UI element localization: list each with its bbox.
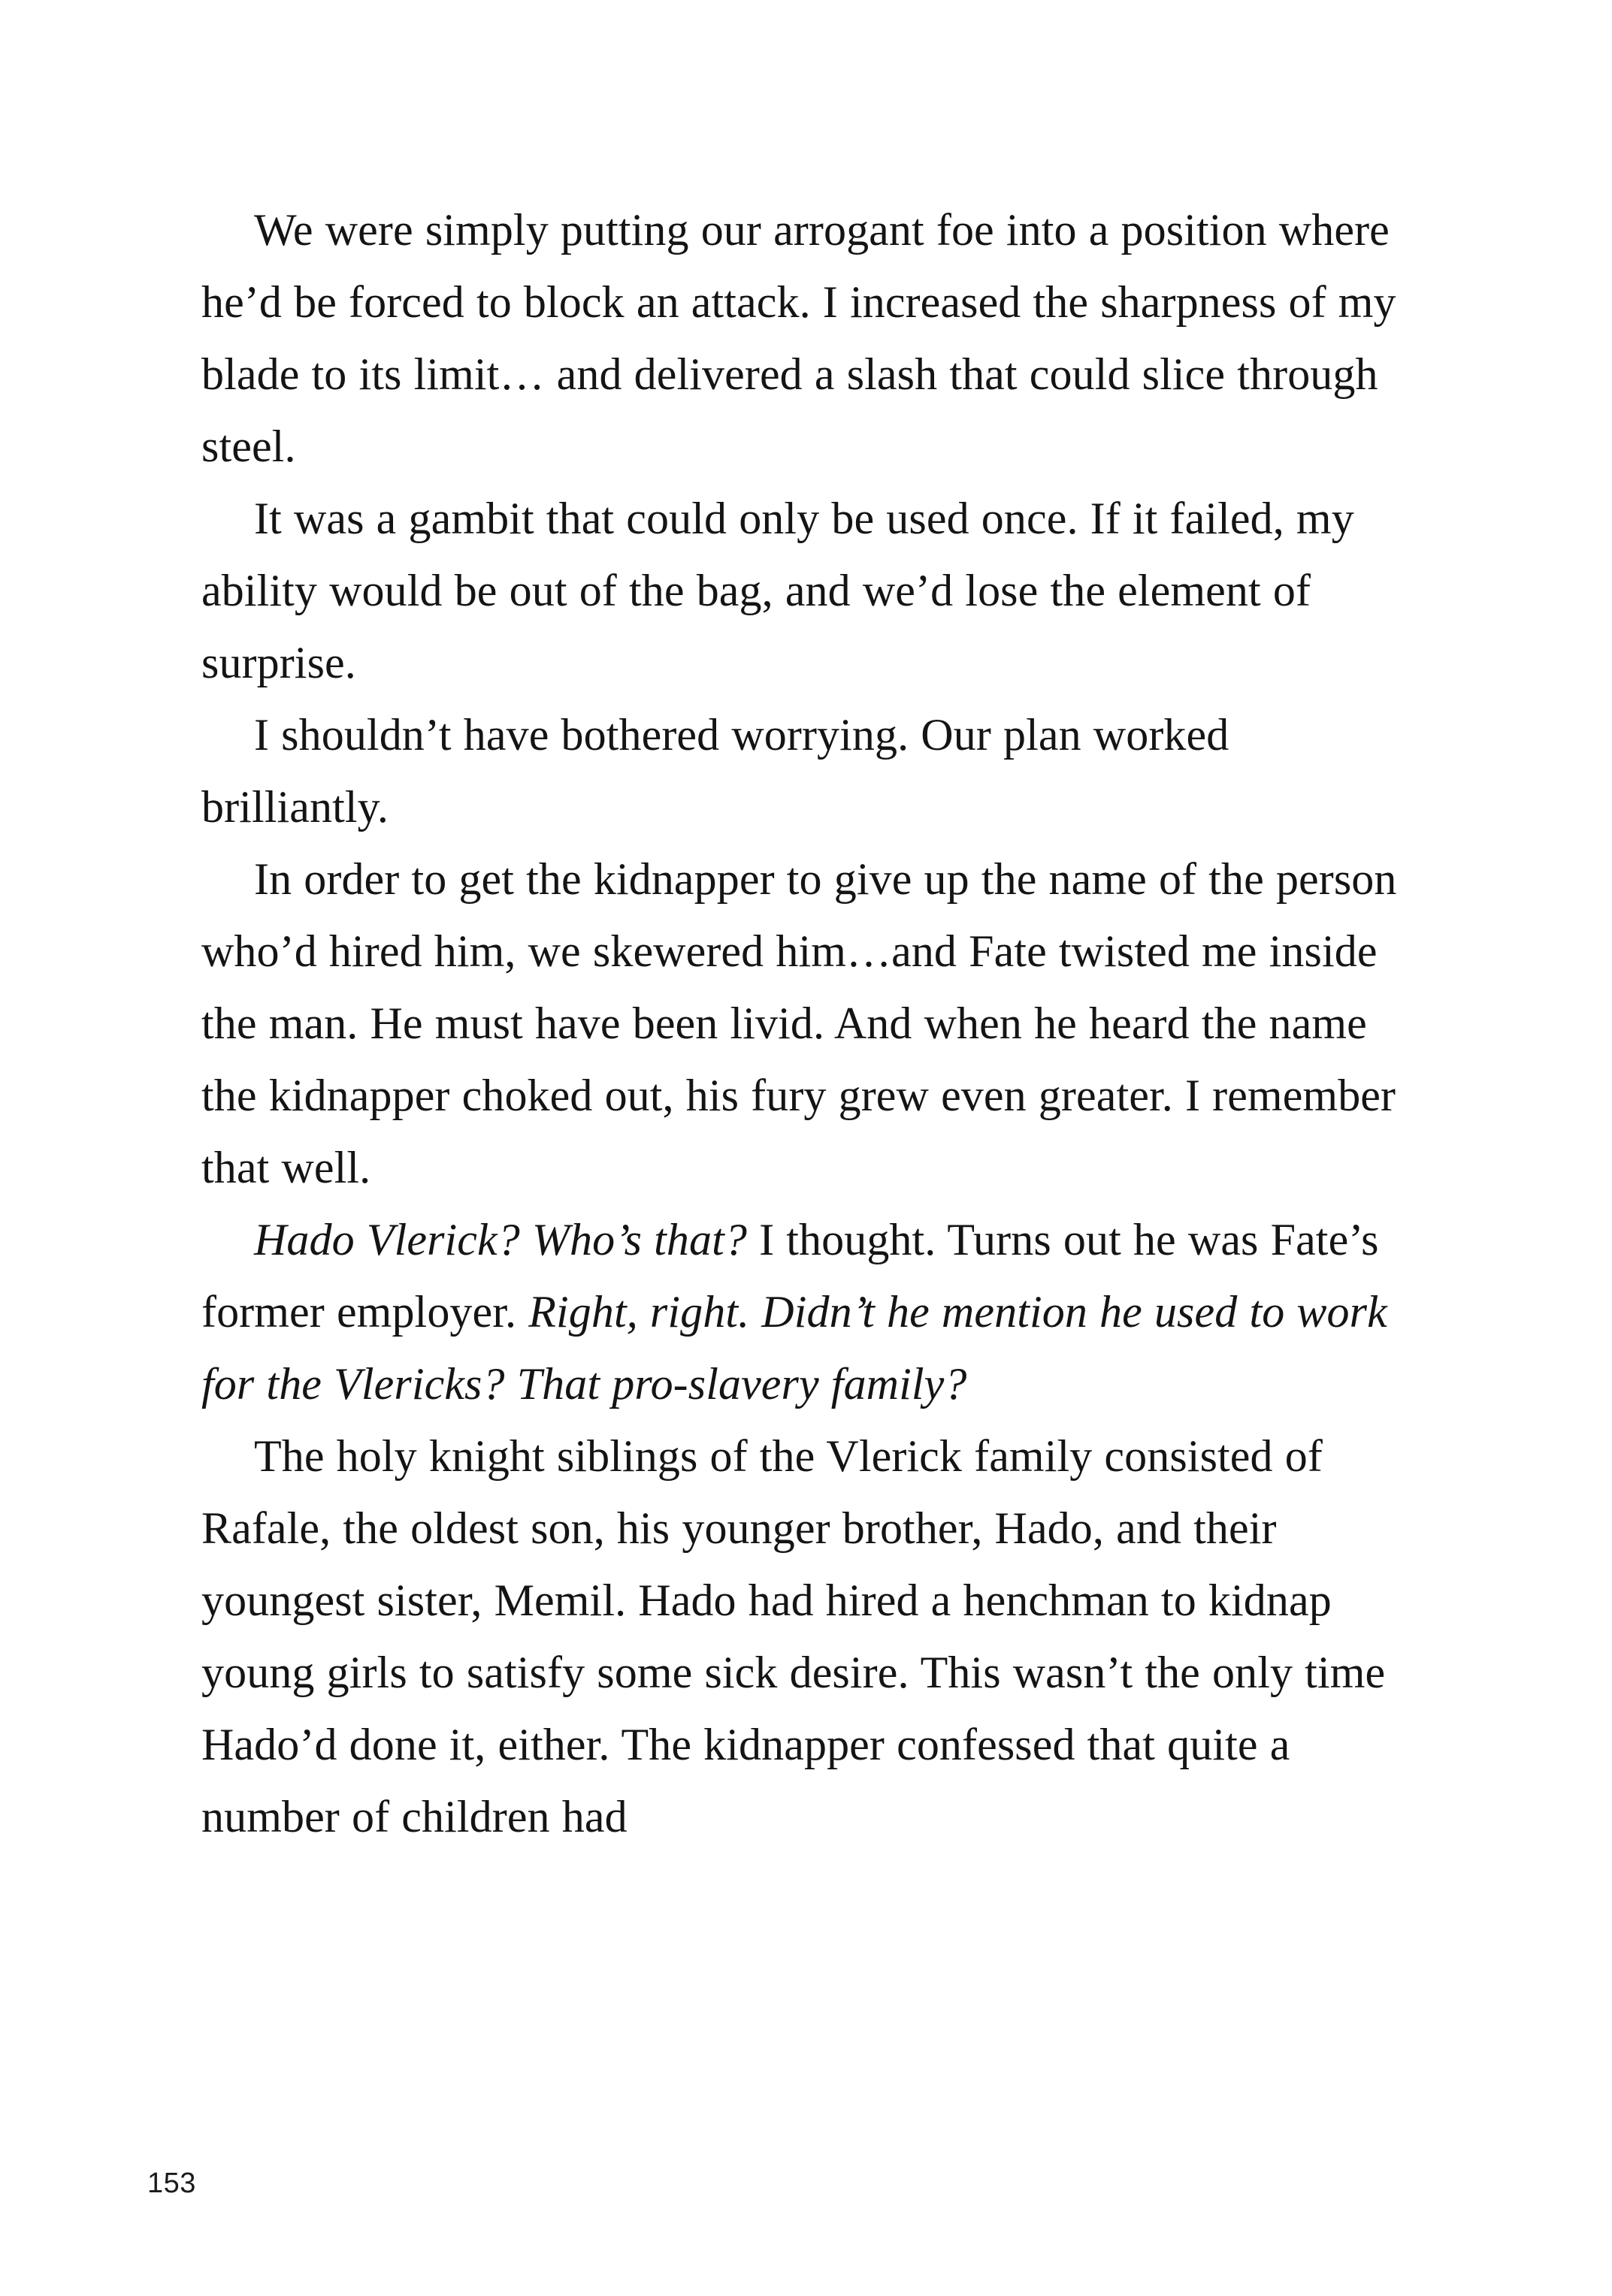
body-text-block xyxy=(201,194,1404,1853)
paragraph-segment-italic: Right, right. Didn’t he mention he used to work for the Vlericks? That pro-slavery family? xyxy=(201,1287,1387,1409)
paragraph: I shouldn’t have bothered worrying. Our plan worked brilliantly. xyxy=(201,710,1229,832)
paragraph-segment-italic: Hado Vlerick? Who’s that? xyxy=(254,1215,747,1264)
page-number: 153 xyxy=(147,2168,196,2199)
paragraph: The holy knight siblings of the Vlerick family consisted of Rafale, the oldest son, his younger brother, Hado, and their youngest sister, Memil. Hado had hired a henchman to kidnap young girls to satisfy some sick desire. This wasn’t the only time Hado’d done it, either. The kidnapper confessed that quite a number of children had xyxy=(201,1431,1386,1841)
paragraph-mixed-style xyxy=(201,1204,1404,1420)
paragraph-segment-roman: I thought. Turns out he was Fate’s former employer. xyxy=(201,1215,1379,1337)
paragraph: In order to get the kidnapper to give up the name of the person who’d hired him, we skewered him…and Fate twisted me inside the man. He must have been livid. And when he heard the name the kidnapper choked out, his fury grew even greater. I remember that well. xyxy=(201,854,1397,1192)
paragraph: We were simply putting our arrogant foe into a position where he’d be forced to block an attack. I increased the sharpness of my blade to its limit… and delivered a slash that could slice through steel. xyxy=(201,205,1396,471)
paragraph: It was a gambit that could only be used once. If it failed, my ability would be out of the bag, and we’d lose the element of surprise. xyxy=(201,494,1354,687)
